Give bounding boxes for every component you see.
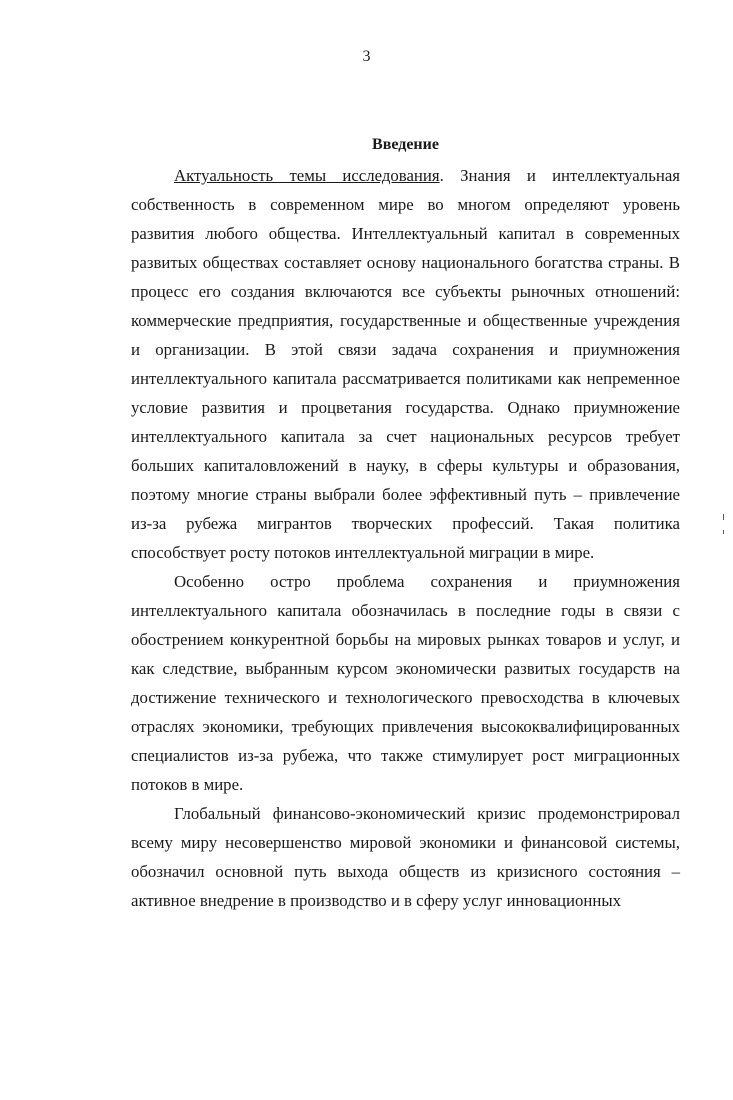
scan-artifact-mark [723, 530, 724, 534]
paragraph-problem: Особенно остро проблема сохранения и приумножения интеллектуального капитала обозначилась в последние годы в связи с обострением конкурентной борьбы на мировых рынках товаров и услуг, и как следствие, выбранным курсом экономически развитых государств на достижение технического и технологического превосходства в ключевых отраслях экономики, требующих привлечения высококвалифицированных специалистов из-за рубежа, что также стимулирует рост миграционных потоков в мире. [131, 572, 680, 794]
scan-artifact-mark [723, 514, 724, 520]
paragraph-crisis: Глобальный финансово-экономический кризис продемонстрировал всему миру несовершенство мировой экономики и финансовой системы, обозначил основной путь выхода обществ из кризисного состояния – активное внедрение в производство и в сферу услуг инновационных [131, 804, 680, 910]
paragraph-relevance [131, 161, 680, 567]
page-number: 3 [362, 48, 371, 65]
relevance-heading: Актуальность темы исследования [174, 166, 440, 185]
relevance-text: . Знания и интеллектуальная собственность в современном мире во многом определяют уровень развития любого общества. Интеллектуальный капитал в современных развитых обществах составляет основу национального богатства страны. В процесс его создания включаются все субъекты рыночных отношений: коммерческие предприятия, государственные и общественные учреждения и организации. В этой связи задача сохранения и приумножения интеллектуального капитала рассматривается политиками как непременное условие развития и процветания государства. Однако приумножение интеллектуального капитала за счет национальных ресурсов требует больших капиталовложений в науку, в сферы культуры и образования, поэтому многие страны выбрали более эффективный путь – привлечение из-за рубежа мигрантов творческих профессий. Такая политика способствует росту потоков интеллектуальной миграции в мире. [131, 166, 680, 562]
document-body [131, 161, 680, 915]
page-title: Введение [372, 136, 439, 153]
